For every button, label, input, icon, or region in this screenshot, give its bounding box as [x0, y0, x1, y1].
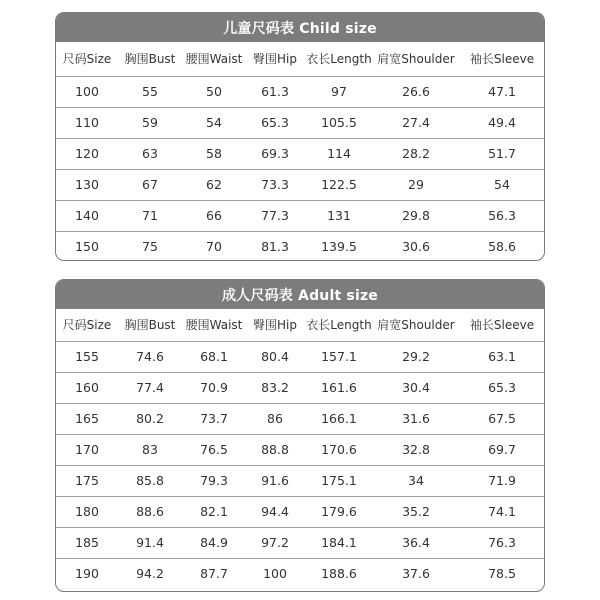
table-row: [56, 372, 545, 403]
table-row: [56, 76, 545, 107]
cell-hip: 77.3: [246, 200, 304, 231]
table-row: [56, 496, 545, 527]
cell-waist: 73.7: [182, 403, 246, 434]
cell-sleeve: 76.3: [458, 527, 545, 558]
adult-header-row: [56, 309, 545, 341]
cell-size: 185: [56, 527, 118, 558]
cell-hip: 69.3: [246, 138, 304, 169]
cell-length: 170.6: [304, 434, 374, 465]
cell-sleeve: 54: [458, 169, 545, 200]
cell-sleeve: 58.6: [488, 239, 516, 255]
cell-size: 150: [75, 239, 99, 255]
column-header-hip: 臀围Hip: [246, 42, 304, 76]
cell-sleeve: 67.5: [458, 403, 545, 434]
column-header-size: 尺码Size: [56, 42, 118, 76]
cell-waist: 79.3: [182, 465, 246, 496]
child-header-row: [56, 42, 545, 76]
cell-waist: 70.9: [182, 372, 246, 403]
cell-bust: 94.2: [136, 566, 164, 582]
cell-bust: 59: [118, 107, 182, 138]
cell-size: 190: [75, 566, 99, 582]
table-row: [56, 231, 545, 261]
cell-bust: 71: [118, 200, 182, 231]
cell-hip: 100: [263, 566, 287, 582]
cell-sleeve: 63.1: [458, 341, 545, 372]
table-row: [56, 558, 545, 589]
adult-table-title: 成人尺码表 Adult size: [56, 280, 544, 309]
column-header-bust: 胸围Bust: [118, 309, 182, 341]
table-row: [56, 434, 545, 465]
cell-size: 180: [56, 496, 118, 527]
cell-shoulder: 28.2: [374, 138, 458, 169]
cell-sleeve: 49.4: [458, 107, 545, 138]
cell-hip: 81.3: [261, 239, 289, 255]
cell-bust: 91.4: [118, 527, 182, 558]
cell-sleeve: 47.1: [458, 76, 545, 107]
cell-waist: 62: [182, 169, 246, 200]
cell-bust: 67: [118, 169, 182, 200]
child-size-table-card: [55, 12, 545, 261]
cell-sleeve: 71.9: [458, 465, 545, 496]
cell-shoulder: 30.4: [374, 372, 458, 403]
column-header-hip: 臀围Hip: [246, 309, 304, 341]
child-size-table: [56, 42, 545, 261]
cell-sleeve: 69.7: [458, 434, 545, 465]
column-header-waist: 腰围Waist: [182, 309, 246, 341]
cell-waist: 58: [182, 138, 246, 169]
table-row: [56, 341, 545, 372]
table-row: [56, 527, 545, 558]
cell-bust: 74.6: [118, 341, 182, 372]
cell-size: 100: [56, 76, 118, 107]
adult-table-body: [56, 341, 545, 589]
cell-waist: 66: [182, 200, 246, 231]
column-header-waist: 腰围Waist: [182, 42, 246, 76]
cell-length: 166.1: [304, 403, 374, 434]
column-header-length: 衣长Length: [304, 309, 374, 341]
cell-shoulder: 27.4: [374, 107, 458, 138]
cell-shoulder: 26.6: [374, 76, 458, 107]
cell-waist: 54: [182, 107, 246, 138]
cell-length: 157.1: [304, 341, 374, 372]
cell-waist: 50: [182, 76, 246, 107]
column-header-size: 尺码Size: [56, 309, 118, 341]
cell-sleeve: 51.7: [458, 138, 545, 169]
cell-waist: 68.1: [182, 341, 246, 372]
cell-hip: 91.6: [246, 465, 304, 496]
column-header-sleeve: 袖长Sleeve: [458, 309, 545, 341]
cell-shoulder: 37.6: [402, 566, 430, 582]
cell-length: 122.5: [304, 169, 374, 200]
cell-length: 131: [304, 200, 374, 231]
cell-sleeve: 78.5: [488, 566, 516, 582]
cell-shoulder: 34: [374, 465, 458, 496]
cell-size: 165: [56, 403, 118, 434]
cell-size: 130: [56, 169, 118, 200]
cell-length: 161.6: [304, 372, 374, 403]
cell-sleeve: 74.1: [458, 496, 545, 527]
cell-bust: 55: [118, 76, 182, 107]
cell-length: 139.5: [321, 239, 357, 255]
cell-waist: 76.5: [182, 434, 246, 465]
cell-size: 140: [56, 200, 118, 231]
table-row: [56, 465, 545, 496]
child-table-body: [56, 76, 545, 261]
cell-size: 175: [56, 465, 118, 496]
cell-length: 97: [304, 76, 374, 107]
table-row: [56, 107, 545, 138]
cell-sleeve: 65.3: [458, 372, 545, 403]
cell-hip: 83.2: [246, 372, 304, 403]
cell-length: 114: [304, 138, 374, 169]
cell-hip: 88.8: [246, 434, 304, 465]
cell-shoulder: 35.2: [374, 496, 458, 527]
cell-bust: 80.2: [118, 403, 182, 434]
cell-hip: 65.3: [246, 107, 304, 138]
cell-shoulder: 36.4: [374, 527, 458, 558]
table-row: [56, 169, 545, 200]
column-header-length: 衣长Length: [304, 42, 374, 76]
cell-shoulder: 30.6: [402, 239, 430, 255]
column-header-shoulder: 肩宽Shoulder: [374, 309, 458, 341]
cell-hip: 86: [246, 403, 304, 434]
cell-hip: 80.4: [246, 341, 304, 372]
cell-size: 110: [56, 107, 118, 138]
cell-bust: 77.4: [118, 372, 182, 403]
cell-bust: 88.6: [118, 496, 182, 527]
cell-waist: 84.9: [182, 527, 246, 558]
cell-shoulder: 29.2: [374, 341, 458, 372]
cell-shoulder: 29: [374, 169, 458, 200]
table-row: [56, 138, 545, 169]
adult-size-table: [56, 309, 545, 589]
cell-bust: 75: [142, 239, 158, 255]
adult-size-table-card: [55, 279, 545, 592]
cell-bust: 85.8: [118, 465, 182, 496]
table-row: [56, 200, 545, 231]
cell-size: 170: [56, 434, 118, 465]
cell-length: 175.1: [304, 465, 374, 496]
cell-size: 160: [56, 372, 118, 403]
cell-shoulder: 32.8: [374, 434, 458, 465]
cell-shoulder: 29.8: [374, 200, 458, 231]
child-table-title: 儿童尺码表 Child size: [56, 13, 544, 42]
cell-hip: 97.2: [246, 527, 304, 558]
cell-shoulder: 31.6: [374, 403, 458, 434]
cell-length: 179.6: [304, 496, 374, 527]
cell-hip: 94.4: [246, 496, 304, 527]
cell-waist: 87.7: [200, 566, 228, 582]
cell-size: 155: [56, 341, 118, 372]
cell-length: 105.5: [304, 107, 374, 138]
cell-length: 188.6: [321, 566, 357, 582]
cell-sleeve: 56.3: [458, 200, 545, 231]
column-header-shoulder: 肩宽Shoulder: [374, 42, 458, 76]
table-row: [56, 403, 545, 434]
cell-length: 184.1: [304, 527, 374, 558]
column-header-bust: 胸围Bust: [118, 42, 182, 76]
cell-hip: 61.3: [246, 76, 304, 107]
cell-waist: 82.1: [182, 496, 246, 527]
cell-hip: 73.3: [246, 169, 304, 200]
column-header-sleeve: 袖长Sleeve: [458, 42, 545, 76]
cell-bust: 83: [118, 434, 182, 465]
cell-bust: 63: [118, 138, 182, 169]
cell-waist: 70: [206, 239, 222, 255]
cell-size: 120: [56, 138, 118, 169]
